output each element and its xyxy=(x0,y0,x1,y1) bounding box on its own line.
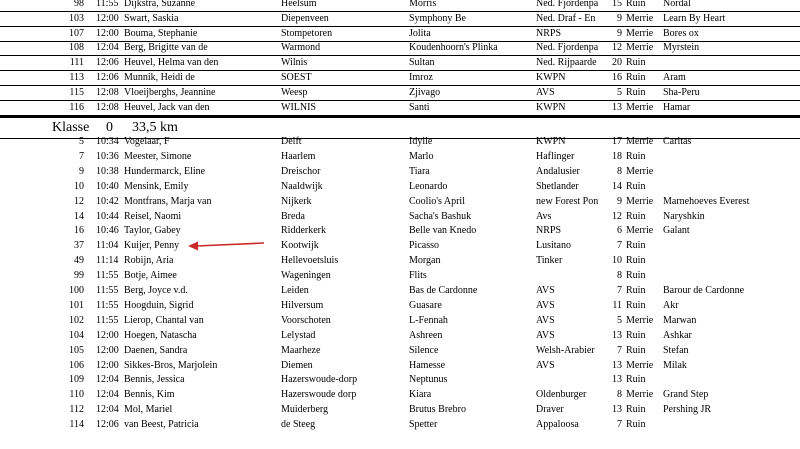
table-row xyxy=(0,56,800,71)
cell-age: 12 xyxy=(612,210,622,222)
cell-sire: Aram xyxy=(663,72,686,83)
cell-time: 11:55 xyxy=(96,270,119,282)
cell-num: 100 xyxy=(69,285,84,296)
cell-breed: AVS xyxy=(536,86,555,98)
cell-num: 12 xyxy=(74,195,84,207)
cell-age: 5 xyxy=(617,86,622,98)
cell-sex: Ruin xyxy=(626,329,646,341)
cell-sex: Ruin xyxy=(626,374,646,386)
table-row xyxy=(0,224,800,238)
cell-name: Berg, Brigitte van de xyxy=(124,42,208,54)
class-number: 0 xyxy=(106,120,113,135)
cell-sire: Sha-Peru xyxy=(663,86,700,98)
table-row xyxy=(0,373,800,387)
cell-breed: AVS xyxy=(536,299,555,311)
cell-name: Lierop, Chantal van xyxy=(124,314,204,326)
cell-horse: Marlo xyxy=(409,150,434,162)
cell-sex: Merrie xyxy=(626,27,654,39)
cell-sire: Ashkar xyxy=(663,329,692,341)
cell-sire: Marwan xyxy=(663,314,697,326)
cell-age: 8 xyxy=(617,165,622,177)
table-row xyxy=(0,135,800,149)
cell-time: 11:55 xyxy=(96,314,119,326)
cell-sex: Ruin xyxy=(626,150,646,162)
cell-name: Hoogduin, Sigrid xyxy=(124,299,194,311)
cell-sex: Ruin xyxy=(626,57,646,69)
cell-horse: Guasare xyxy=(409,299,442,311)
table-row xyxy=(0,71,800,86)
cell-name: Vloeijberghs, Jeannine xyxy=(124,86,216,98)
cell-age: 15 xyxy=(612,0,622,9)
cell-time: 12:04 xyxy=(96,404,119,416)
cell-place: Breda xyxy=(281,210,305,222)
cell-num: 103 xyxy=(69,12,84,24)
cell-horse: Ashreen xyxy=(409,329,443,341)
cell-num: 5 xyxy=(79,136,84,147)
cell-age: 18 xyxy=(612,150,622,162)
cell-sex: Merrie xyxy=(626,12,654,24)
cell-sire: Pershing JR xyxy=(663,404,712,416)
cell-name: Daenen, Sandra xyxy=(124,344,188,356)
cell-age: 7 xyxy=(617,240,622,252)
cell-sex: Ruin xyxy=(626,210,646,222)
cell-sire: Learn By Heart xyxy=(663,12,726,24)
cell-age: 13 xyxy=(612,359,622,371)
cell-horse: Hamesse xyxy=(409,359,446,371)
cell-place: SOEST xyxy=(281,72,312,83)
cell-age: 13 xyxy=(612,404,622,416)
cell-place: Stompetoren xyxy=(281,27,333,39)
cell-time: 12:06 xyxy=(96,419,119,431)
cell-horse: Jolita xyxy=(409,27,431,39)
cell-place: Wageningen xyxy=(281,270,331,282)
cell-breed: KWPN xyxy=(536,136,566,147)
cell-sire: Stefan xyxy=(663,344,689,356)
cell-num: 113 xyxy=(69,72,84,83)
cell-sex: Ruin xyxy=(626,404,646,416)
cell-sex: Ruin xyxy=(626,86,646,98)
cell-horse: Kiara xyxy=(409,389,432,401)
cell-name: Taylor, Gabey xyxy=(124,225,181,237)
cell-num: 115 xyxy=(69,86,84,98)
cell-age: 12 xyxy=(612,42,622,54)
cell-breed: Appaloosa xyxy=(536,419,579,431)
cell-sex: Merrie xyxy=(626,165,654,177)
cell-time: 12:00 xyxy=(96,12,119,24)
cell-name: Bennis, Jessica xyxy=(124,374,185,386)
cell-name: Bennis, Kim xyxy=(124,389,175,401)
cell-place: Muiderberg xyxy=(281,404,329,416)
cell-name: Meester, Simone xyxy=(124,150,192,162)
cell-name: Berg, Joyce v.d. xyxy=(124,285,188,296)
cell-name: Bouma, Stephanie xyxy=(124,27,198,39)
cell-sire: Grand Step xyxy=(663,389,709,401)
cell-num: 107 xyxy=(69,27,84,39)
cell-time: 11:04 xyxy=(96,240,119,252)
cell-breed: Ned. Rijpaarde xyxy=(536,57,597,69)
cell-place: de Steeg xyxy=(281,419,316,431)
cell-name: Hundermarck, Eline xyxy=(124,165,206,177)
cell-sire: Nordal xyxy=(663,0,691,9)
cell-breed: AVS xyxy=(536,329,555,341)
cell-age: 5 xyxy=(617,314,622,326)
cell-breed: Ned. Fjordenpa xyxy=(536,42,599,54)
cell-age: 14 xyxy=(612,180,622,192)
table-row xyxy=(0,314,800,328)
cell-name: Heuvel, Helma van den xyxy=(124,57,219,69)
cell-place: Heelsum xyxy=(281,0,317,9)
cell-breed: Andalusier xyxy=(536,165,580,177)
cell-name: Dijkstra, Suzanne xyxy=(124,0,196,9)
table-row xyxy=(0,269,800,283)
cell-name: Swart, Saskia xyxy=(124,12,179,24)
cell-name: Reisel, Naomi xyxy=(124,210,182,222)
cell-horse: Silence xyxy=(409,344,439,356)
cell-breed: AVS xyxy=(536,359,555,371)
cell-name: Sikkes-Bros, Marjolein xyxy=(124,359,218,371)
cell-time: 12:04 xyxy=(96,42,119,54)
cell-horse: Flits xyxy=(409,270,427,282)
cell-horse: Morris xyxy=(409,0,437,9)
cell-num: 104 xyxy=(69,329,84,341)
table-row xyxy=(0,150,800,164)
cell-num: 99 xyxy=(74,270,84,282)
cell-age: 9 xyxy=(617,27,622,39)
cell-horse: Santi xyxy=(409,101,430,113)
cell-sex: Ruin xyxy=(626,240,646,252)
cell-place: Kootwijk xyxy=(281,240,319,252)
cell-breed: AVS xyxy=(536,285,555,296)
cell-breed: Draver xyxy=(536,404,564,416)
cell-place: Haarlem xyxy=(281,150,316,162)
class-distance: 33,5 km xyxy=(132,120,178,135)
cell-sex: Merrie xyxy=(626,42,654,54)
cell-horse: Belle van Knedo xyxy=(409,225,477,237)
cell-age: 17 xyxy=(612,136,622,147)
cell-name: Mol, Mariel xyxy=(124,404,173,416)
cell-sire: Milak xyxy=(663,359,687,371)
cell-place: Hilversum xyxy=(281,299,324,311)
cell-sex: Ruin xyxy=(626,0,646,9)
table-row xyxy=(0,254,800,268)
table-row xyxy=(0,418,800,432)
cell-place: Hazerswoude dorp xyxy=(281,389,357,401)
cell-num: 116 xyxy=(69,101,84,113)
cell-horse: Symphony Be xyxy=(409,12,466,24)
cell-age: 16 xyxy=(612,72,622,83)
cell-time: 10:38 xyxy=(96,165,119,177)
cell-place: Voorschoten xyxy=(281,314,331,326)
table-row xyxy=(0,344,800,358)
cell-num: 101 xyxy=(69,299,84,311)
cell-sex: Ruin xyxy=(626,344,646,356)
cell-place: Lelystad xyxy=(281,329,316,341)
cell-age: 13 xyxy=(612,101,622,113)
cell-age: 7 xyxy=(617,285,622,296)
cell-horse: Sultan xyxy=(409,57,435,69)
cell-time: 11:14 xyxy=(96,255,119,267)
cell-time: 11:55 xyxy=(96,0,119,9)
table-row xyxy=(0,41,800,56)
cell-num: 109 xyxy=(69,374,84,386)
cell-name: Hoegen, Natascha xyxy=(124,329,197,341)
cell-breed: KWPN xyxy=(536,101,566,113)
cell-horse: L-Fennah xyxy=(409,314,448,326)
cell-breed: KWPN xyxy=(536,72,566,83)
cell-breed: Welsh-Arabier xyxy=(536,344,595,356)
cell-breed: Avs xyxy=(536,210,552,222)
cell-name: Mensink, Emily xyxy=(124,180,189,192)
cell-num: 108 xyxy=(69,42,84,54)
cell-time: 12:00 xyxy=(96,27,119,39)
cell-sex: Ruin xyxy=(626,285,646,296)
cell-horse: Koudenhoorn's Plinka xyxy=(409,42,498,54)
cell-num: 10 xyxy=(74,180,84,192)
cell-breed: Shetlander xyxy=(536,180,579,192)
cell-sire: Caritas xyxy=(663,136,692,147)
cell-name: Botje, Aimee xyxy=(124,270,177,282)
cell-place: Weesp xyxy=(281,86,308,98)
cell-horse: Morgan xyxy=(409,255,441,267)
cell-breed: Ned. Draf - En xyxy=(536,12,596,24)
cell-age: 8 xyxy=(617,270,622,282)
cell-name: Vogelaar, F xyxy=(124,136,170,147)
cell-num: 105 xyxy=(69,344,84,356)
cell-sex: Ruin xyxy=(626,255,646,267)
table-row xyxy=(0,180,800,194)
table-row xyxy=(0,195,800,209)
cell-name: Heuvel, Jack van den xyxy=(124,101,210,113)
cell-place: Wilnis xyxy=(281,57,308,69)
cell-place: WILNIS xyxy=(281,101,316,113)
cell-horse: Bas de Cardonne xyxy=(409,285,478,296)
cell-breed: new Forest Pon xyxy=(536,195,599,207)
cell-time: 12:00 xyxy=(96,359,119,371)
cell-sex: Merrie xyxy=(626,101,654,113)
cell-time: 10:44 xyxy=(96,210,119,222)
cell-breed: Tinker xyxy=(536,255,563,267)
cell-place: Warmond xyxy=(281,42,321,54)
cell-horse: Spetter xyxy=(409,419,438,431)
cell-age: 20 xyxy=(612,57,622,69)
cell-num: 114 xyxy=(69,419,84,431)
cell-num: 106 xyxy=(69,359,84,371)
cell-sire: Hamar xyxy=(663,101,691,113)
cell-time: 10:46 xyxy=(96,225,119,237)
cell-time: 12:00 xyxy=(96,344,119,356)
cell-place: Ridderkerk xyxy=(281,225,326,237)
table-row xyxy=(0,12,800,27)
cell-horse: Tiara xyxy=(409,165,430,177)
cell-name: Munnik, Heidi de xyxy=(124,72,195,83)
cell-place: Delft xyxy=(281,136,302,147)
cell-sex: Merrie xyxy=(626,225,654,237)
table-row xyxy=(0,210,800,224)
table-row xyxy=(0,101,800,116)
cell-sex: Ruin xyxy=(626,270,646,282)
cell-sire: Akr xyxy=(663,299,679,311)
cell-place: Naaldwijk xyxy=(281,180,323,192)
cell-sire: Bores ox xyxy=(663,27,699,39)
cell-horse: Imroz xyxy=(409,72,433,83)
cell-horse: Leonardo xyxy=(409,180,448,192)
cell-sex: Ruin xyxy=(626,419,646,431)
cell-num: 112 xyxy=(69,404,84,416)
cell-name: van Beest, Patricia xyxy=(124,419,199,431)
cell-breed: Oldenburger xyxy=(536,389,587,401)
cell-num: 16 xyxy=(74,225,84,237)
cell-sex: Merrie xyxy=(626,359,654,371)
cell-place: Hazerswoude-dorp xyxy=(281,374,358,386)
cell-place: Diemen xyxy=(281,359,313,371)
cell-num: 98 xyxy=(74,0,84,9)
table-row xyxy=(0,403,800,417)
cell-horse: Neptunus xyxy=(409,374,448,386)
cell-sire: Galant xyxy=(663,225,690,237)
cell-place: Maarheze xyxy=(281,344,321,356)
cell-sex: Ruin xyxy=(626,299,646,311)
cell-time: 10:42 xyxy=(96,195,119,207)
cell-sex: Merrie xyxy=(626,314,654,326)
cell-time: 11:55 xyxy=(96,299,119,311)
cell-num: 110 xyxy=(69,389,84,401)
cell-sire: Marnehoeves Everest xyxy=(663,195,750,207)
cell-num: 111 xyxy=(69,57,84,69)
cell-sex: Merrie xyxy=(626,136,654,147)
cell-horse: Brutus Brebro xyxy=(409,404,466,416)
cell-time: 12:08 xyxy=(96,86,119,98)
table-row xyxy=(0,388,800,402)
cell-place: Hellevoetsluis xyxy=(281,255,339,267)
cell-sire: Naryshkin xyxy=(663,210,705,222)
table-row xyxy=(0,0,800,12)
cell-name: Montfrans, Marja van xyxy=(124,195,212,207)
cell-age: 10 xyxy=(612,255,622,267)
cell-time: 12:08 xyxy=(96,101,119,113)
cell-sex: Merrie xyxy=(626,389,654,401)
cell-age: 7 xyxy=(617,419,622,431)
cell-time: 12:06 xyxy=(96,57,119,69)
cell-horse: Picasso xyxy=(409,240,439,252)
cell-time: 11:55 xyxy=(96,285,119,296)
cell-breed: AVS xyxy=(536,314,555,326)
cell-name: Robijn, Aria xyxy=(124,255,174,267)
cell-num: 9 xyxy=(79,165,84,177)
cell-breed: NRPS xyxy=(536,27,562,39)
cell-place: Dreischor xyxy=(281,165,321,177)
cell-horse: Idylle xyxy=(409,136,433,147)
cell-place: Diepenveen xyxy=(281,12,329,24)
cell-time: 12:00 xyxy=(96,329,119,341)
table-row xyxy=(0,27,800,42)
cell-breed: Ned. Fjordenpa xyxy=(536,0,599,9)
cell-age: 8 xyxy=(617,389,622,401)
table-row xyxy=(0,299,800,313)
cell-age: 13 xyxy=(612,374,622,386)
cell-horse: Sacha's Bashuk xyxy=(409,210,472,222)
cell-sex: Merrie xyxy=(626,195,654,207)
cell-num: 49 xyxy=(74,255,84,267)
cell-age: 11 xyxy=(612,299,622,311)
cell-time: 12:06 xyxy=(96,72,119,83)
cell-num: 7 xyxy=(79,150,84,162)
table-row xyxy=(0,284,800,298)
table-row xyxy=(0,239,800,253)
cell-sire: Myrstein xyxy=(663,42,700,54)
cell-breed: NRPS xyxy=(536,225,562,237)
cell-num: 37 xyxy=(74,240,84,252)
cell-num: 102 xyxy=(69,314,84,326)
cell-age: 9 xyxy=(617,12,622,24)
cell-place: Nijkerk xyxy=(281,195,312,207)
table-row xyxy=(0,86,800,101)
table-row xyxy=(0,165,800,179)
cell-horse: Zjivago xyxy=(409,86,441,98)
cell-sex: Ruin xyxy=(626,72,646,83)
cell-num: 14 xyxy=(74,210,84,222)
cell-breed: Haflinger xyxy=(536,150,575,162)
cell-age: 13 xyxy=(612,329,622,341)
cell-sex: Ruin xyxy=(626,180,646,192)
cell-time: 12:04 xyxy=(96,389,119,401)
table-row xyxy=(0,359,800,373)
cell-time: 10:40 xyxy=(96,180,119,192)
cell-place: Leiden xyxy=(281,285,309,296)
cell-time: 10:36 xyxy=(96,150,119,162)
cell-breed: Lusitano xyxy=(536,240,571,252)
cell-time: 10:34 xyxy=(96,136,119,147)
cell-age: 7 xyxy=(617,344,622,356)
table-row xyxy=(0,329,800,343)
cell-age: 6 xyxy=(617,225,622,237)
cell-horse: Coolio's April xyxy=(409,195,465,207)
cell-sire: Barour de Cardonne xyxy=(663,285,745,296)
class-label: Klasse xyxy=(52,120,90,135)
cell-time: 12:04 xyxy=(96,374,119,386)
cell-age: 9 xyxy=(617,195,622,207)
cell-name: Kuijer, Penny xyxy=(124,240,180,252)
